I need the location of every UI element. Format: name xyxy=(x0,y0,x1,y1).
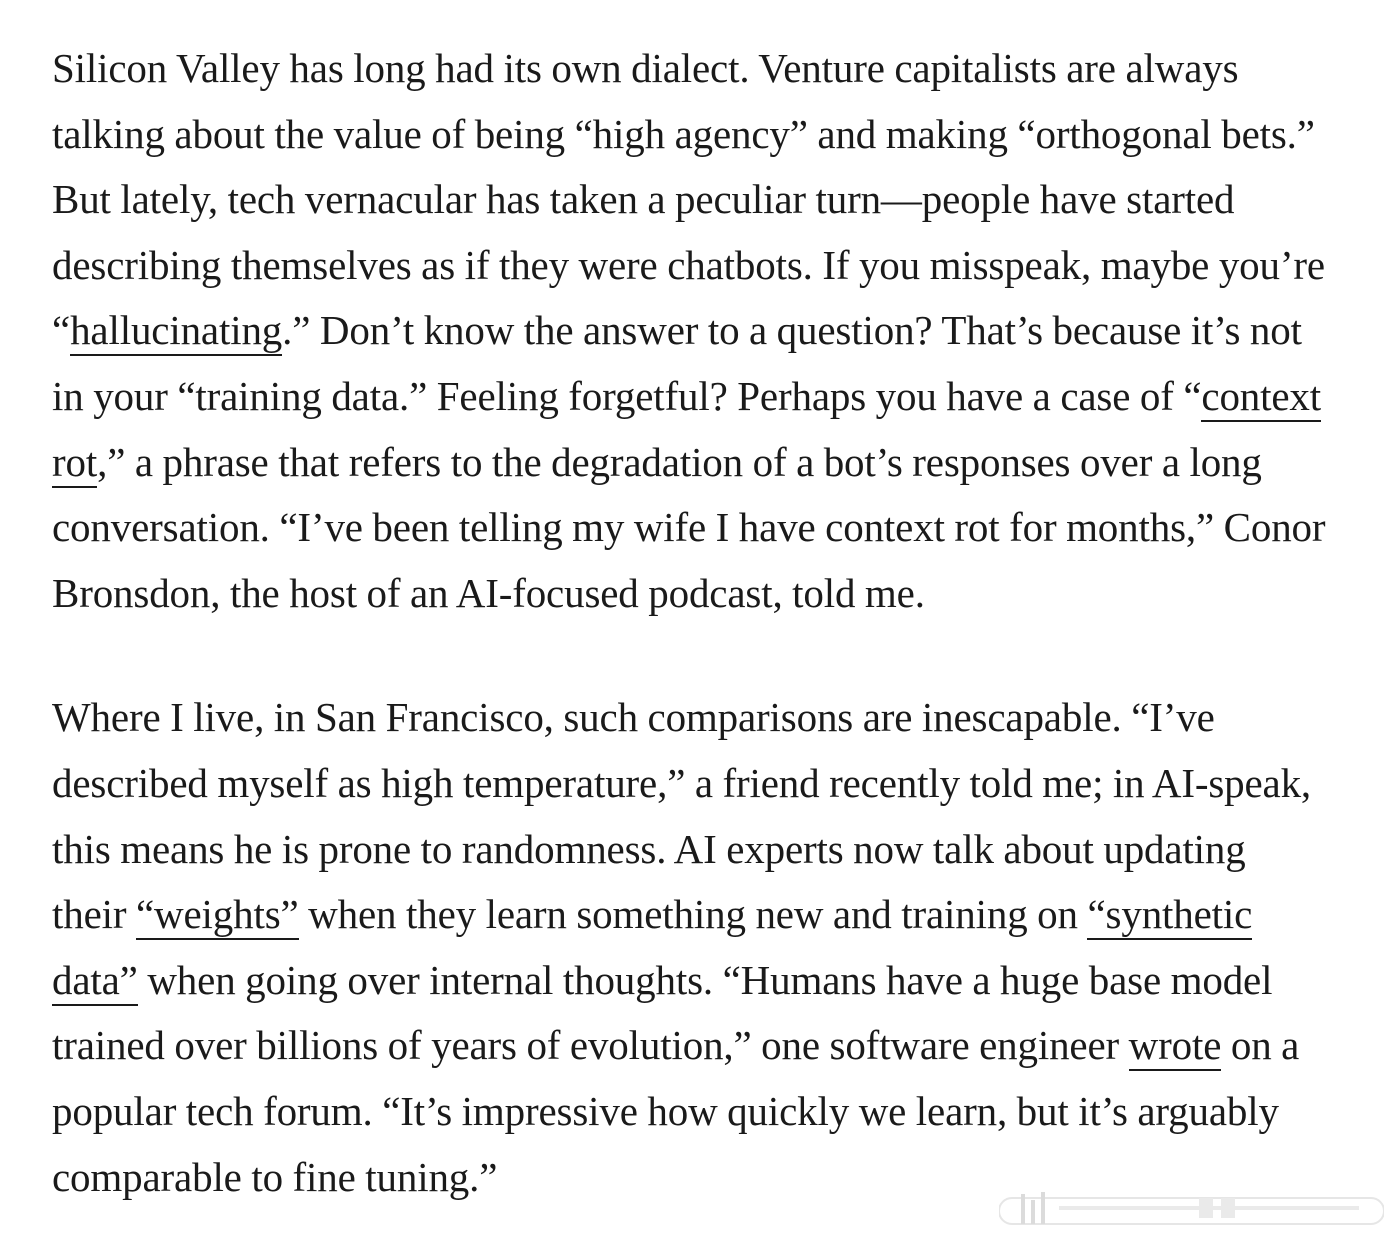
text-span: when going over internal thoughts. “Humans have a huge base model xyxy=(137,956,1273,1003)
text-line xyxy=(52,1013,1392,1079)
synthetic-data-link[interactable]: “synthetic xyxy=(1087,891,1252,940)
text-line: described myself as high temperature,” a friend recently told me; in AI-speak, xyxy=(52,759,1312,806)
text-line: this means he is prone to randomness. AI experts now talk about updating xyxy=(52,825,1246,872)
text-line xyxy=(52,430,1392,496)
text-span: on a xyxy=(1221,1022,1300,1069)
text-line: comparable to fine tuning.” xyxy=(52,1153,498,1200)
text-line: Where I live, in San Francisco, such comparisons are inescapable. “I’ve xyxy=(52,694,1215,741)
text-span: in your “training data.” Feeling forgetful? Perhaps you have a case of “ xyxy=(52,372,1202,419)
text-line xyxy=(52,298,1392,364)
text-span: their xyxy=(52,891,136,938)
text-line: talking about the value of being “high agency” and making “orthogonal bets.” xyxy=(52,110,1315,157)
text-span: .” Don’t know the answer to a question? That’s because it’s not xyxy=(282,307,1302,354)
text-line: conversation. “I’ve been telling my wife I have context rot for months,” Conor xyxy=(52,504,1326,551)
paragraph-2 xyxy=(52,685,1392,1210)
text-line: popular tech forum. “It’s impressive how quickly we learn, but it’s arguably xyxy=(52,1087,1279,1134)
text-span: “ xyxy=(52,307,71,354)
wrote-link[interactable]: wrote xyxy=(1129,1022,1222,1071)
synthetic-data-link-continued[interactable]: data” xyxy=(52,957,138,1006)
text-line xyxy=(52,882,1392,948)
context-rot-link-continued[interactable]: rot xyxy=(52,439,97,488)
text-span: trained over billions of years of evolution,” one software engineer xyxy=(52,1022,1129,1069)
text-span: ,” a phrase that refers to the degradation of a bot’s responses over a long xyxy=(97,438,1262,485)
text-line: describing themselves as if they were chatbots. If you misspeak, maybe you’re xyxy=(52,241,1325,288)
hallucinating-link[interactable]: hallucinating xyxy=(70,307,282,356)
text-line xyxy=(52,948,1392,1014)
text-line: But lately, tech vernacular has taken a peculiar turn—people have started xyxy=(52,176,1235,223)
watermark-image xyxy=(999,1192,1384,1228)
text-line: Silicon Valley has long had its own dialect. Venture capitalists are always xyxy=(52,45,1239,91)
paragraph-1 xyxy=(52,36,1392,626)
text-line xyxy=(52,364,1392,430)
article-body xyxy=(52,36,1392,1210)
weights-link[interactable]: “weights” xyxy=(136,891,299,940)
text-span: when they learn something new and training on xyxy=(298,891,1088,938)
text-line: Bronsdon, the host of an AI-focused podcast, told me. xyxy=(52,569,925,616)
context-rot-link[interactable]: context xyxy=(1201,373,1321,422)
